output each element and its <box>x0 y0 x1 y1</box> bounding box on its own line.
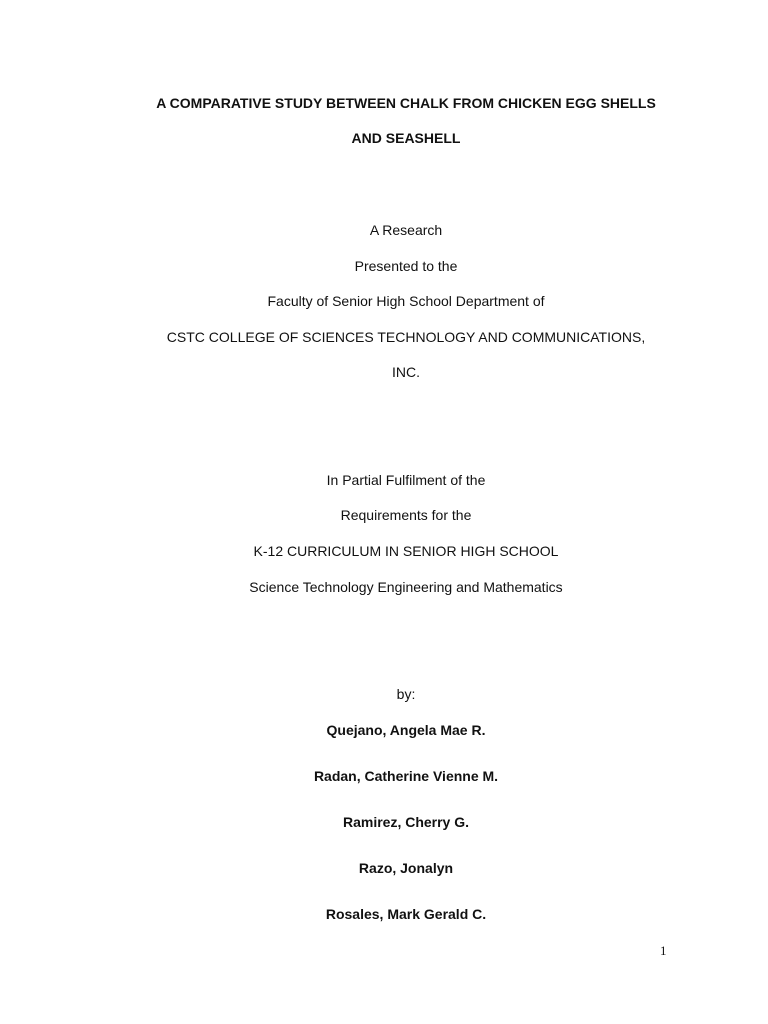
presented-to-label: Presented to the <box>354 258 458 274</box>
author-name: Ramirez, Cherry G. <box>342 814 470 830</box>
curriculum-line: K-12 CURRICULUM IN SENIOR HIGH SCHOOL <box>253 543 559 559</box>
fulfilment-line: In Partial Fulfilment of the <box>326 472 486 488</box>
title-line-2: AND SEASHELL <box>351 130 461 146</box>
college-name-line-1: CSTC COLLEGE OF SCIENCES TECHNOLOGY AND COMMUNICATIONS, <box>166 329 646 345</box>
college-name-line-2: INC. <box>392 364 420 380</box>
author-name: Radan, Catherine Vienne M. <box>313 768 499 784</box>
requirements-line: Requirements for the <box>340 507 472 523</box>
author-name: Razo, Jonalyn <box>358 860 454 876</box>
author-name: Rosales, Mark Gerald C. <box>325 906 487 922</box>
strand-line: Science Technology Engineering and Mathematics <box>249 579 563 595</box>
faculty-line: Faculty of Senior High School Department of <box>267 293 545 309</box>
author-name: Quejano, Angela Mae R. <box>326 722 486 738</box>
by-label: by: <box>396 686 416 702</box>
page-number: 1 <box>660 943 667 958</box>
title-line-1: A COMPARATIVE STUDY BETWEEN CHALK FROM CHICKEN EGG SHELLS <box>156 95 656 111</box>
research-label: A Research <box>369 222 443 238</box>
